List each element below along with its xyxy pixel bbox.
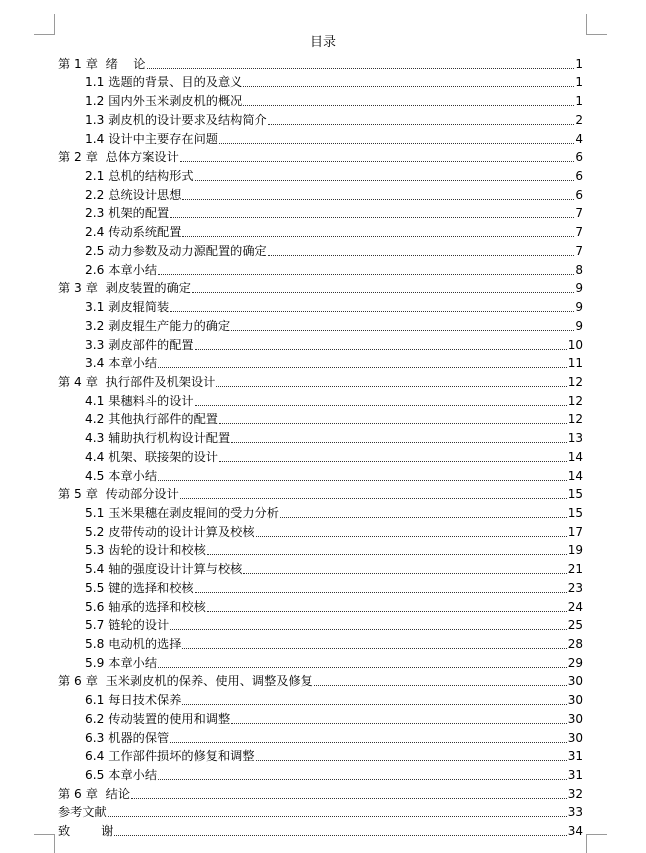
toc-entry-label: 6.5 本章小结	[85, 768, 158, 783]
toc-section-entry[interactable]	[58, 746, 583, 765]
toc-page-number: 29	[567, 655, 583, 670]
toc-entry-label: 5.4 轴的强度设计计算与校核	[85, 562, 243, 577]
table-of-contents	[58, 53, 583, 839]
toc-entry-label: 5.6 轴承的选择和校核	[85, 599, 206, 614]
toc-section-entry[interactable]	[58, 708, 583, 727]
toc-section-entry[interactable]	[58, 184, 583, 203]
toc-entry-label: 第 1 章 绪 论	[58, 56, 146, 71]
toc-entry-label: 第 5 章 传动部分设计	[58, 487, 179, 502]
toc-entry-label: 5.1 玉米果穗在剥皮辊间的受力分析	[85, 505, 279, 520]
toc-dot-leader	[182, 236, 574, 237]
toc-page-number: 32	[567, 786, 583, 801]
toc-entry-label: 第 4 章 执行部件及机架设计	[58, 374, 216, 389]
toc-section-entry[interactable]	[58, 165, 583, 184]
toc-section-entry[interactable]	[58, 221, 583, 240]
toc-dot-leader	[182, 199, 574, 200]
toc-dot-leader	[195, 180, 575, 181]
toc-dot-leader	[195, 349, 567, 350]
toc-section-entry[interactable]	[58, 540, 583, 559]
toc-dot-leader	[170, 742, 567, 743]
toc-chapter-entry[interactable]	[58, 53, 583, 72]
toc-entry-label: 6.2 传动装置的使用和调整	[85, 711, 231, 726]
toc-entry-label: 5.7 链轮的设计	[85, 618, 170, 633]
toc-entry-label: 1.2 国内外玉米剥皮机的概况	[85, 94, 243, 109]
toc-page-number: 31	[567, 749, 583, 764]
toc-entry-label: 第 2 章 总体方案设计	[58, 150, 179, 165]
crop-mark-bottom-right	[586, 834, 607, 853]
toc-dot-leader	[195, 405, 567, 406]
toc-page-number: 14	[567, 449, 583, 464]
toc-dot-leader	[219, 143, 574, 144]
toc-section-entry[interactable]	[58, 296, 583, 315]
toc-entry-label: 1.1 选题的背景、目的及意义	[85, 75, 243, 90]
toc-chapter-entry[interactable]	[58, 278, 583, 297]
toc-dot-leader	[243, 105, 574, 106]
toc-dot-leader	[216, 386, 566, 387]
toc-entry-label: 3.3 剥皮部件的配置	[85, 337, 194, 352]
toc-section-entry[interactable]	[58, 558, 583, 577]
toc-section-entry[interactable]	[58, 465, 583, 484]
toc-page-number: 25	[567, 618, 583, 633]
toc-dot-leader	[231, 442, 567, 443]
toc-dot-leader	[219, 423, 567, 424]
toc-section-entry[interactable]	[58, 259, 583, 278]
toc-chapter-entry[interactable]	[58, 671, 583, 690]
toc-entry-label: 5.9 本章小结	[85, 655, 158, 670]
toc-entry-label: 2.5 动力参数及动力源配置的确定	[85, 243, 267, 258]
toc-section-entry[interactable]	[58, 128, 583, 147]
toc-entry-label: 2.2 总统设计思想	[85, 187, 182, 202]
toc-dot-leader	[314, 685, 567, 686]
toc-title: 目录	[309, 35, 336, 50]
toc-entry-label: 5.5 键的选择和校核	[85, 580, 194, 595]
toc-section-entry[interactable]	[58, 727, 583, 746]
toc-section-entry[interactable]	[58, 633, 583, 652]
toc-page-number: 12	[567, 393, 583, 408]
toc-page-number: 6	[575, 150, 583, 165]
toc-page-number: 30	[567, 730, 583, 745]
toc-chapter-entry[interactable]	[58, 484, 583, 503]
toc-entry-label: 参考文献	[58, 805, 107, 820]
toc-entry-label: 6.1 每日技术保养	[85, 693, 182, 708]
toc-page-number: 1	[575, 56, 583, 71]
toc-section-entry[interactable]	[58, 689, 583, 708]
toc-dot-leader	[158, 667, 567, 668]
toc-dot-leader	[158, 779, 567, 780]
toc-page-number: 30	[567, 674, 583, 689]
toc-page-number: 30	[567, 693, 583, 708]
toc-page-number: 17	[567, 524, 583, 539]
toc-entry-label: 第 6 章 玉米剥皮机的保养、使用、调整及修复	[58, 674, 313, 689]
toc-section-entry[interactable]	[58, 109, 583, 128]
toc-dot-leader	[108, 816, 567, 817]
toc-page-number: 7	[575, 225, 583, 240]
crop-mark-bottom-left	[34, 834, 55, 853]
toc-page-number: 6	[575, 187, 583, 202]
toc-dot-leader	[268, 124, 575, 125]
crop-mark-top-left	[34, 14, 55, 35]
toc-dot-leader	[131, 798, 567, 799]
toc-section-entry[interactable]	[58, 521, 583, 540]
toc-page-number: 28	[567, 637, 583, 651]
toc-page-number: 9	[575, 281, 583, 296]
toc-dot-leader	[243, 573, 566, 574]
toc-section-entry[interactable]	[58, 502, 583, 521]
toc-dot-leader	[192, 292, 574, 293]
toc-dot-leader	[147, 68, 575, 69]
toc-page-number: 12	[567, 374, 583, 389]
toc-dot-leader	[207, 611, 567, 612]
toc-dot-leader	[182, 704, 566, 705]
toc-entry-label: 3.2 剥皮辊生产能力的确定	[85, 318, 231, 333]
toc-entry-label: 1.3 剥皮机的设计要求及结构简介	[85, 112, 267, 127]
toc-entry-label: 4.3 辅助执行机构设计配置	[85, 431, 231, 446]
toc-section-entry[interactable]	[58, 427, 583, 446]
toc-dot-leader	[158, 480, 567, 481]
toc-dot-leader	[114, 835, 566, 836]
toc-page-number: 1	[575, 75, 583, 90]
toc-section-entry[interactable]	[58, 315, 583, 334]
toc-page-number: 33	[567, 805, 583, 820]
toc-entry-label: 5.8 电动机的选择	[85, 637, 182, 651]
toc-page-number: 21	[567, 562, 583, 577]
toc-section-entry[interactable]	[58, 203, 583, 222]
toc-entry-label: 5.2 皮带传动的设计计算及校核	[85, 524, 255, 539]
toc-entry-label: 第 6 章 结论	[58, 786, 131, 801]
toc-entry-label: 4.1 果穗料斗的设计	[85, 393, 194, 408]
toc-entry-label: 2.3 机架的配置	[85, 206, 170, 221]
toc-page-number: 9	[575, 300, 583, 315]
toc-dot-leader	[231, 330, 574, 331]
toc-dot-leader	[256, 760, 567, 761]
toc-page-number: 2	[575, 112, 583, 127]
toc-page-number: 8	[575, 262, 583, 277]
toc-page-number: 15	[567, 487, 583, 502]
toc-entry-label: 6.3 机器的保管	[85, 730, 170, 745]
toc-entry-label: 第 3 章 剥皮装置的确定	[58, 281, 191, 296]
toc-section-entry[interactable]	[58, 577, 583, 596]
toc-page-number: 1	[575, 94, 583, 109]
toc-page-number: 12	[567, 412, 583, 427]
toc-entry-label: 4.4 机架、联接架的设计	[85, 449, 218, 464]
toc-section-entry[interactable]	[58, 409, 583, 428]
toc-entry-label: 3.4 本章小结	[85, 356, 158, 371]
toc-entry-label: 4.5 本章小结	[85, 468, 158, 483]
toc-dot-leader	[170, 217, 574, 218]
toc-page-number: 10	[567, 337, 583, 352]
toc-page-number: 13	[567, 431, 583, 446]
toc-entry-label: 5.3 齿轮的设计和校核	[85, 543, 206, 558]
toc-dot-leader	[268, 255, 575, 256]
toc-dot-leader	[158, 274, 574, 275]
toc-dot-leader	[180, 161, 575, 162]
toc-dot-leader	[256, 536, 567, 537]
toc-page-number: 6	[575, 169, 583, 184]
toc-entry-label: 致 谢	[58, 824, 114, 839]
toc-page-number: 11	[567, 356, 583, 371]
toc-entry-label: 2.6 本章小结	[85, 262, 158, 277]
toc-page-number: 34	[567, 824, 583, 839]
toc-page-number: 19	[567, 543, 583, 558]
toc-chapter-entry[interactable]	[58, 820, 583, 839]
toc-entry-label: 1.4 设计中主要存在问题	[85, 131, 218, 146]
toc-dot-leader	[280, 517, 567, 518]
toc-entry-label: 3.1 剥皮辊简装	[85, 300, 170, 315]
toc-dot-leader	[158, 367, 567, 368]
toc-dot-leader	[182, 648, 566, 649]
toc-dot-leader	[170, 311, 574, 312]
toc-page-number: 15	[567, 505, 583, 520]
crop-mark-top-right	[586, 14, 607, 35]
toc-entry-label: 2.4 传动系统配置	[85, 225, 182, 240]
toc-chapter-entry[interactable]	[58, 802, 583, 821]
toc-dot-leader	[231, 723, 567, 724]
toc-chapter-entry[interactable]	[58, 371, 583, 390]
toc-dot-leader	[243, 86, 574, 87]
toc-section-entry[interactable]	[58, 353, 583, 372]
toc-section-entry[interactable]	[58, 390, 583, 409]
toc-section-entry[interactable]	[58, 652, 583, 671]
toc-entry-label: 2.1 总机的结构形式	[85, 169, 194, 184]
toc-page-number: 30	[567, 711, 583, 726]
toc-dot-leader	[219, 461, 567, 462]
toc-section-entry[interactable]	[58, 334, 583, 353]
toc-section-entry[interactable]	[58, 596, 583, 615]
toc-dot-leader	[180, 498, 567, 499]
toc-section-entry[interactable]	[58, 764, 583, 783]
toc-entry-label: 4.2 其他执行部件的配置	[85, 412, 218, 427]
toc-section-entry[interactable]	[58, 72, 583, 91]
toc-section-entry[interactable]	[58, 240, 583, 259]
toc-dot-leader	[207, 554, 567, 555]
toc-dot-leader	[170, 629, 567, 630]
toc-page-number: 7	[575, 206, 583, 221]
toc-entry-label: 6.4 工作部件损坏的修复和调整	[85, 749, 255, 764]
toc-section-entry[interactable]	[58, 446, 583, 465]
toc-dot-leader	[195, 592, 567, 593]
toc-chapter-entry[interactable]	[58, 783, 583, 802]
toc-section-entry[interactable]	[58, 90, 583, 109]
toc-page-number: 23	[567, 580, 583, 595]
toc-page-number: 14	[567, 468, 583, 483]
toc-page-number: 4	[575, 131, 583, 146]
toc-page-number: 9	[575, 318, 583, 333]
toc-page-number: 31	[567, 768, 583, 783]
toc-page-number: 7	[575, 243, 583, 258]
toc-chapter-entry[interactable]	[58, 147, 583, 166]
toc-page-number: 24	[567, 599, 583, 614]
toc-section-entry[interactable]	[58, 615, 583, 634]
